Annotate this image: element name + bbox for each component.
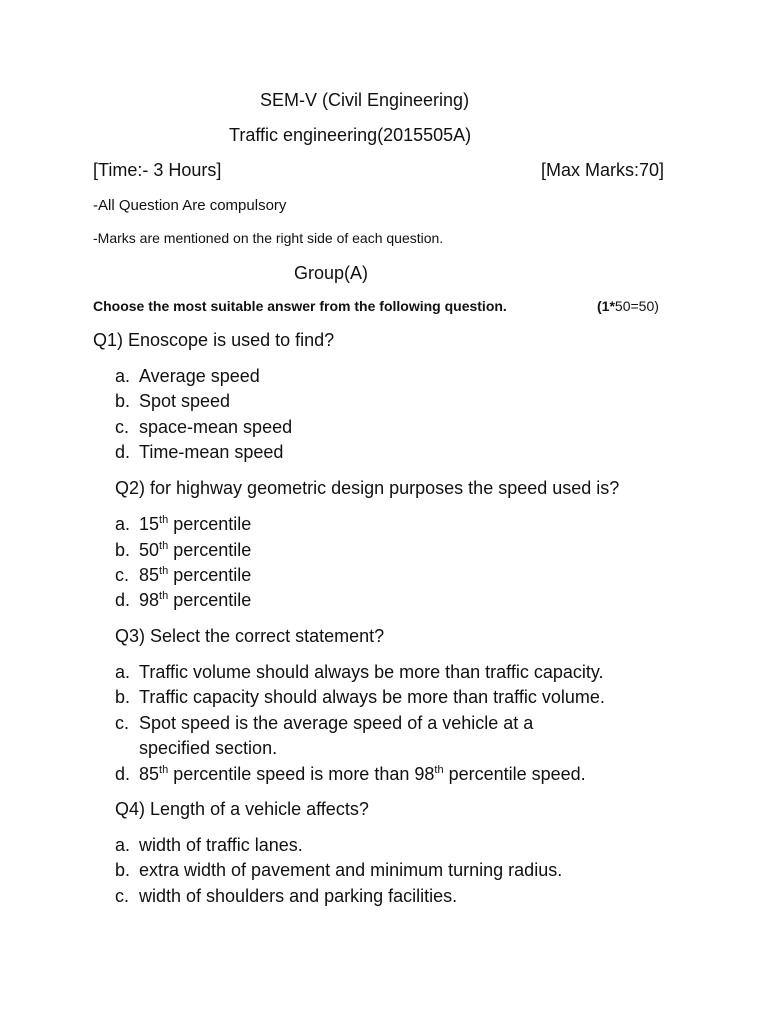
- q1-option-c: [115, 418, 292, 436]
- option-letter: d.: [115, 764, 131, 784]
- option-text: Average speed: [139, 366, 260, 386]
- q3-option-c-continuation: specified section.: [139, 738, 278, 758]
- option-superscript: th: [159, 565, 169, 577]
- q4-option-c: [115, 887, 457, 905]
- option-superscript: th: [159, 590, 169, 602]
- group-direction: Choose the most suitable answer from the following question.: [93, 298, 507, 314]
- time-label: [Time:- 3 Hours]: [93, 160, 222, 180]
- q2-option-b: [115, 541, 251, 559]
- group-marks-bold: (1*: [597, 298, 615, 314]
- option-text: percentile: [168, 590, 252, 610]
- q3-option-a: [115, 663, 604, 681]
- option-text-end: percentile speed.: [443, 764, 586, 784]
- q1-option-b: [115, 392, 230, 410]
- group-title: Group(A): [294, 263, 369, 283]
- question-2: Q2) for highway geometric design purposes the speed used is?: [115, 478, 620, 498]
- instruction-marks: -Marks are mentioned on the right side of each question.: [93, 230, 444, 246]
- option-text: Spot speed: [139, 391, 231, 411]
- question-3: Q3) Select the correct statement?: [115, 626, 385, 646]
- option-letter: a.: [115, 514, 131, 534]
- option-text: percentile speed is more than 98: [168, 764, 435, 784]
- option-text: percentile: [168, 540, 252, 560]
- option-text: Traffic volume should always be more than traffic capacity.: [139, 662, 604, 682]
- q3-option-d: [115, 765, 586, 783]
- option-letter: a.: [115, 835, 131, 855]
- max-marks-label: [Max Marks:70]: [541, 160, 665, 180]
- option-number: 85: [139, 565, 160, 585]
- option-text: space-mean speed: [139, 417, 293, 437]
- option-superscript-2: th: [434, 764, 444, 776]
- option-letter: c.: [115, 565, 130, 585]
- option-letter: b.: [115, 860, 131, 880]
- semester-title: SEM-V (Civil Engineering): [260, 90, 470, 110]
- option-number: 50: [139, 540, 160, 560]
- q2-option-c: [115, 566, 251, 584]
- option-superscript: th: [159, 514, 169, 526]
- option-text: extra width of pavement and minimum turning radius.: [139, 860, 563, 880]
- instruction-compulsory: -All Question Are compulsory: [93, 197, 287, 214]
- q3-option-b: [115, 688, 605, 706]
- option-text: Time-mean speed: [139, 442, 284, 462]
- option-letter: a.: [115, 662, 131, 682]
- option-letter: c.: [115, 886, 130, 906]
- q4-option-a: [115, 836, 303, 854]
- option-letter: b.: [115, 391, 131, 411]
- question-1: Q1) Enoscope is used to find?: [93, 330, 335, 350]
- q2-option-d: [115, 591, 251, 609]
- option-number: 85: [139, 764, 160, 784]
- option-letter: d.: [115, 442, 131, 462]
- subject-title: Traffic engineering(2015505A): [229, 125, 472, 145]
- option-text: percentile: [168, 514, 252, 534]
- option-superscript: th: [159, 764, 169, 776]
- group-marks-rest: 50=50): [614, 298, 659, 314]
- option-number: 98: [139, 590, 160, 610]
- option-letter: a.: [115, 366, 131, 386]
- option-letter: b.: [115, 687, 131, 707]
- option-letter: c.: [115, 417, 130, 437]
- option-text: width of shoulders and parking facilities.: [139, 886, 458, 906]
- q2-option-a: [115, 515, 251, 533]
- option-text: width of traffic lanes.: [139, 835, 303, 855]
- question-4: Q4) Length of a vehicle affects?: [115, 799, 369, 819]
- group-marks: [597, 299, 659, 313]
- option-text: Traffic capacity should always be more than traffic volume.: [139, 687, 605, 707]
- q1-option-a: [115, 367, 260, 385]
- option-letter: b.: [115, 540, 131, 560]
- option-text: percentile: [168, 565, 252, 585]
- option-superscript: th: [159, 540, 169, 552]
- option-letter: c.: [115, 713, 130, 733]
- q3-option-c: [115, 714, 533, 732]
- option-letter: d.: [115, 590, 131, 610]
- option-number: 15: [139, 514, 160, 534]
- q1-option-d: [115, 443, 283, 461]
- option-text: Spot speed is the average speed of a vehicle at a: [139, 713, 534, 733]
- q4-option-b: [115, 861, 562, 879]
